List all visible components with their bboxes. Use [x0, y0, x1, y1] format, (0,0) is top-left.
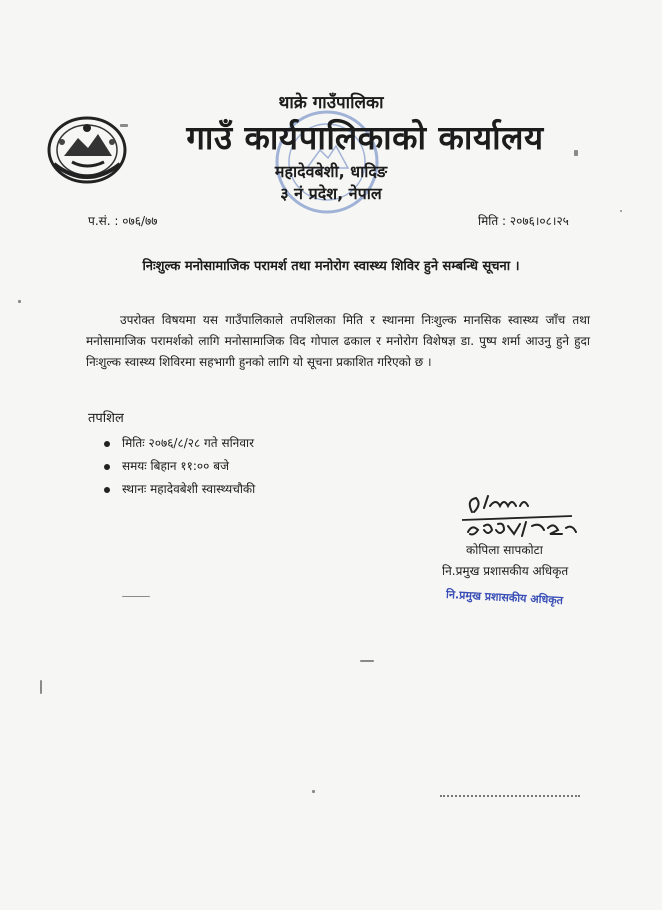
- office-title: गाउँ कार्यपालिकाको कार्यालय: [186, 118, 544, 157]
- body-paragraph: उपरोक्त विषयमा यस गाउँपालिकाले तपशिलका मिति र स्थानमा निःशुल्क मानसिक स्वास्थ्य जाँच तथा मनोसामाजिक परामर्शको लागि मनोसामाजिक विद गोपाल ढकाल र मनोरोग विशेषज्ञ डा. पुष्प शर्मा आउनु हुने हुदा निःशुल्क स्वास्थ्य शिविरमा सहभागी हुनको लागि यो सूचना प्रकाशित गरिएको छ ।: [86, 313, 590, 369]
- scan-speck: [120, 124, 128, 127]
- issue-date: मिति : २०७६।०८।२५: [478, 214, 569, 228]
- address-line-2: ३ नं प्रदेश, नेपाल: [280, 184, 382, 203]
- municipality-name: थाक्रे गाउँपालिका: [278, 93, 384, 113]
- official-stamp: नि.प्रमुख प्रशासकीय अधिकृत: [445, 587, 564, 608]
- footer-divider: [440, 795, 580, 797]
- scan-speck: [40, 680, 42, 694]
- reference-number: प.सं. : ०७६/७७: [88, 214, 158, 228]
- scan-speck: [122, 596, 150, 597]
- details-list: [104, 432, 504, 501]
- list-item: मितिः २०७६/८/२८ गते सनिवार: [104, 432, 504, 455]
- address-line-1: महादेवबेशी, धादिङ: [274, 162, 388, 181]
- scan-speck: [620, 210, 622, 212]
- list-item: स्थानः महादेवबेशी स्वास्थ्यचौकी: [104, 478, 504, 501]
- signatory-name: कोपिला सापकोटा: [466, 543, 543, 557]
- scan-speck: [18, 300, 21, 303]
- scan-speck: [312, 790, 315, 793]
- subject-line: निःशुल्क मनोसामाजिक परामर्श तथा मनोरोग स्वास्थ्य शिविर हुने सम्बन्धि सूचना ।: [142, 259, 520, 274]
- signatory-title: नि.प्रमुख प्रशासकीय अधिकृत: [442, 564, 569, 578]
- details-heading: तपशिल: [88, 411, 124, 426]
- scan-speck: [360, 660, 374, 662]
- list-item: समयः बिहान ११:०० बजे: [104, 455, 504, 478]
- scan-speck: [574, 150, 578, 156]
